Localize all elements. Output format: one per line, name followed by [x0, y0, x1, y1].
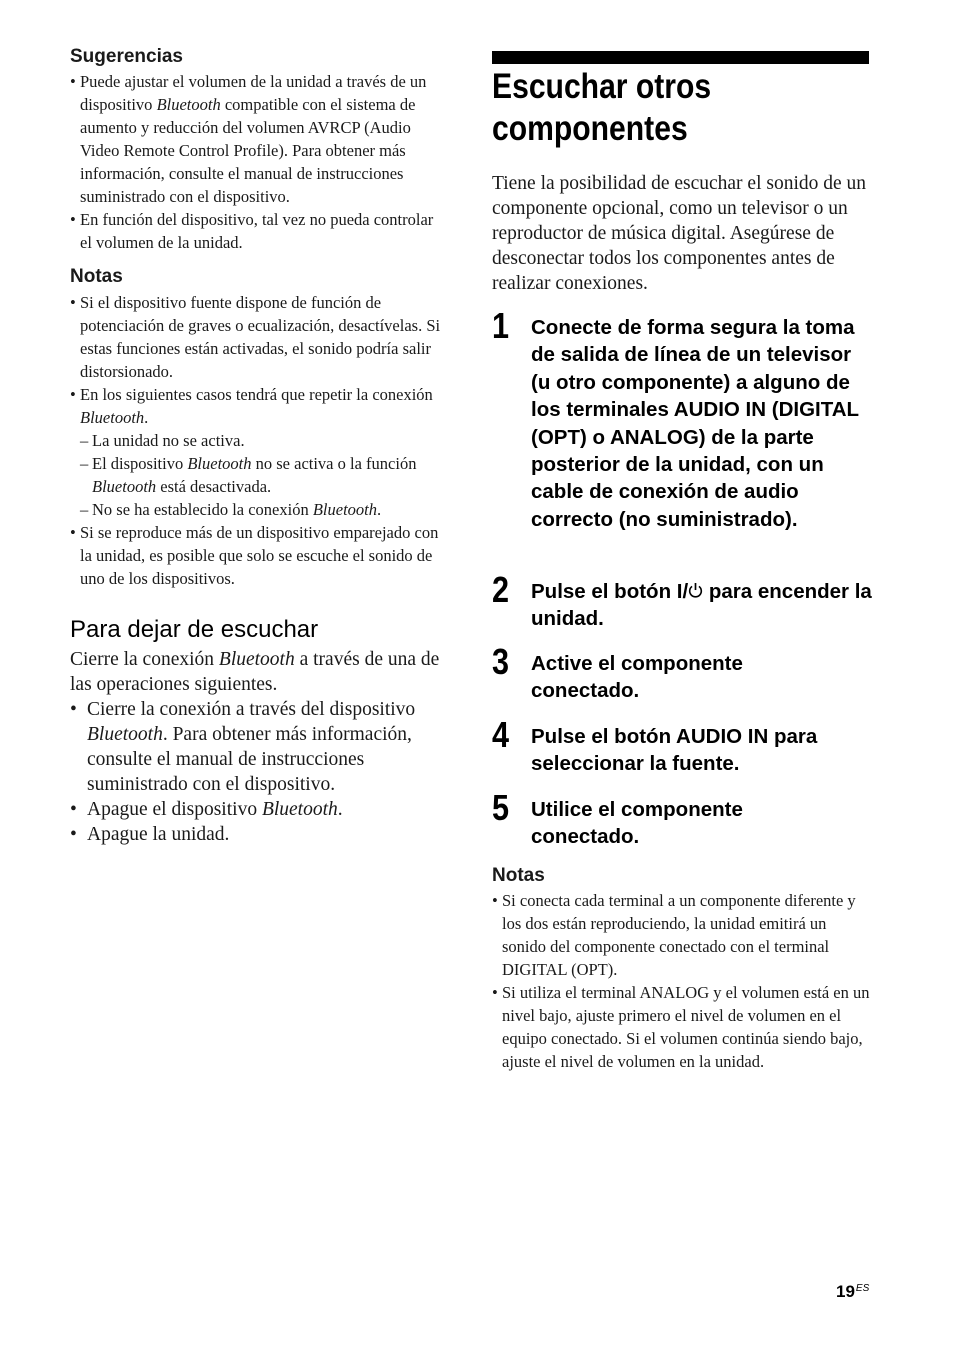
list-item: • En función del dispositivo, tal vez no pueda controlar el volumen de la unidad.	[70, 208, 448, 254]
step-text: Active el componente conectado.	[531, 652, 743, 703]
list-item: • Si conecta cada terminal a un componente diferente y los dos están reproduciendo, la unidad emitirá un sonido del componente conectado con el terminal DIGITAL (OPT).	[492, 889, 870, 981]
page-title: Escuchar otros componentes	[492, 67, 712, 148]
list-item: • Si utiliza el terminal ANALOG y el volumen está en un nivel bajo, ajuste primero el nivel de volumen en el equipo conectado. Si el volumen continúa siendo bajo, ajuste el nivel de volumen en la unidad.	[492, 981, 870, 1073]
stop-heading: Para dejar de escuchar	[70, 616, 319, 643]
step-number: 5	[492, 787, 510, 828]
tips-list	[70, 70, 448, 254]
list-item: • Si se reproduce más de un dispositivo emparejado con la unidad, es posible que solo se escuche el sonido de uno de los dispositivos.	[70, 521, 448, 590]
list-item: • Puede ajustar el volumen de la unidad a través de un dispositivo Bluetooth compatible con el sistema de aumento y reducción del volumen AVRCP (Audio Video Remote Control Profile). Para obtener más información, consulte el manual de instrucciones suministrado con el dispositivo.	[70, 70, 448, 208]
list-item: – El dispositivo Bluetooth no se activa o la función Bluetooth está desactivada.	[70, 452, 448, 498]
list-item: • Si el dispositivo fuente dispone de función de potenciación de graves o ecualización, desactívelas. Si estas funciones están activadas, el sonido podría salir distorsionado.	[70, 291, 448, 383]
list-item: • Apague el dispositivo Bluetooth.	[70, 797, 440, 822]
step-number: 4	[492, 714, 510, 755]
list-item: • Apague la unidad.	[70, 822, 440, 847]
step-number: 1	[492, 305, 510, 346]
notes-list	[70, 291, 448, 590]
step-number: 3	[492, 641, 510, 682]
step-text: Utilice el componente conectado.	[531, 798, 743, 849]
power-icon	[688, 582, 703, 599]
page-number: $19^{ES}$	[836, 1282, 870, 1301]
notes-list	[492, 889, 870, 1073]
tips-heading: Sugerencias	[70, 46, 183, 67]
step-text: Pulse el botón I/ para encender la unidad.	[531, 580, 872, 631]
list-item: • Cierre la conexión a través del dispositivo Bluetooth. Para obtener más información, consulte el manual de instrucciones suministrado con el dispositivo.	[70, 697, 440, 797]
stop-intro: Cierre la conexión Bluetooth a través de una de las operaciones siguientes.	[70, 649, 440, 695]
stop-list	[70, 697, 440, 847]
list-item: – La unidad no se activa.	[70, 429, 448, 452]
notes-heading: Notas	[70, 266, 123, 287]
step-text: Pulse el botón AUDIO IN para seleccionar la fuente.	[531, 725, 818, 776]
step-number: 2	[492, 569, 510, 610]
notes-heading: Notas	[492, 865, 545, 886]
title-rule	[492, 51, 869, 64]
intro-paragraph: Tiene la posibilidad de escuchar el sonido de un componente opcional, como un televisor o un reproductor de música digital. Asegúrese de desconectar todos los componentes antes de realizar conexiones.	[492, 173, 867, 294]
list-item: • En los siguientes casos tendrá que repetir la conexión Bluetooth.	[70, 383, 448, 429]
list-item: – No se ha establecido la conexión Bluetooth.	[70, 498, 448, 521]
step-text: Conecte de forma segura la toma de salida de línea de un televisor (u otro componente) a alguno de los terminales AUDIO IN (DIGITAL (OPT) o ANALOG) de la parte posterior de la unidad, con un cable de conexión de audio correcto (no suministrado).	[531, 316, 859, 531]
